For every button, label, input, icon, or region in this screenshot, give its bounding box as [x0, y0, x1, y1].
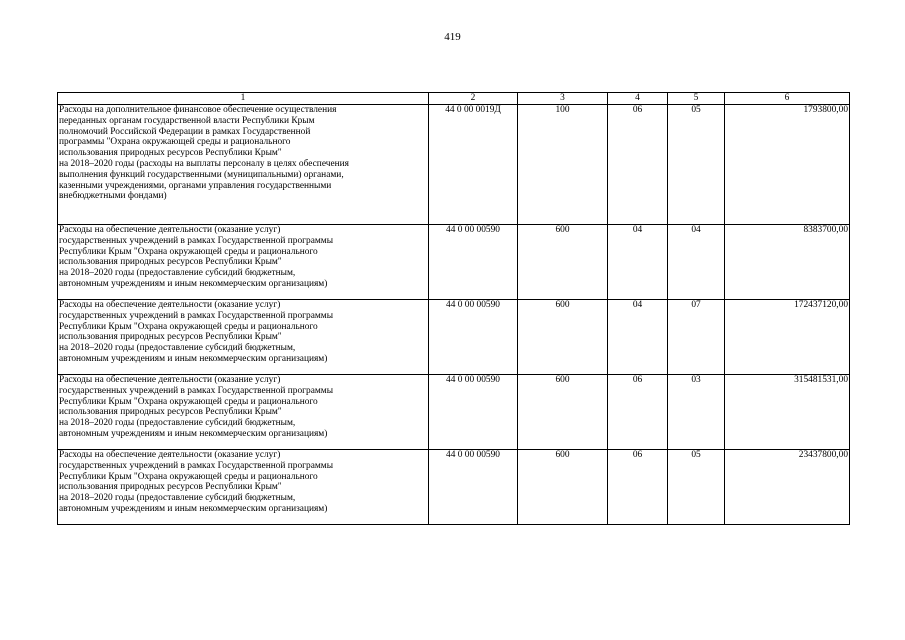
table-row — [58, 375, 850, 450]
description-cell: Расходы на дополнительное финансовое обеспечение осуществления переданных органам государственной власти Республики Крым полномочий Российской Федерации в рамках Государственной программы "Охрана окружающей среды и рационального использования природных ресурсов Республики Крым" на 2018–2020 годы (расходы на выплаты персоналу в целях обеспечения выполнения функций государственными (муниципальными) органами, казенными учреждениями, органами управления государственными внебюджетными фондами) — [58, 105, 429, 225]
subsection-cell: 05 — [668, 105, 725, 225]
table-row — [58, 450, 850, 525]
table-row — [58, 105, 850, 225]
section-cell: 04 — [608, 300, 668, 375]
amount-cell: 172437120,00 — [725, 300, 850, 375]
section-cell: 06 — [608, 375, 668, 450]
table-row — [58, 225, 850, 300]
expense-type-cell: 600 — [518, 375, 608, 450]
header-cell: 2 — [429, 93, 518, 105]
description-cell: Расходы на обеспечение деятельности (оказание услуг) государственных учреждений в рамках Государственной программы Республики Крым "Охрана окружающей среды и рационального использования природных ресурсов Республики Крым" на 2018–2020 годы (предоставление субсидий бюджетным, автономным учреждениям и иным некоммерческим организациям) — [58, 300, 429, 375]
code-cell: 44 0 00 00590 — [429, 450, 518, 525]
amount-cell: 1793800,00 — [725, 105, 850, 225]
header-cell: 1 — [58, 93, 429, 105]
header-cell: 4 — [608, 93, 668, 105]
description-cell: Расходы на обеспечение деятельности (оказание услуг) государственных учреждений в рамках Государственной программы Республики Крым "Охрана окружающей среды и рационального использования природных ресурсов Республики Крым" на 2018–2020 годы (предоставление субсидий бюджетным, автономным учреждениям и иным некоммерческим организациям) — [58, 225, 429, 300]
subsection-cell: 04 — [668, 225, 725, 300]
code-cell: 44 0 00 00590 — [429, 375, 518, 450]
section-cell: 06 — [608, 450, 668, 525]
table-row — [58, 300, 850, 375]
expense-type-cell: 600 — [518, 225, 608, 300]
budget-table — [57, 92, 850, 525]
page-number: 419 — [444, 31, 461, 43]
subsection-cell: 07 — [668, 300, 725, 375]
description-cell: Расходы на обеспечение деятельности (оказание услуг) государственных учреждений в рамках Государственной программы Республики Крым "Охрана окружающей среды и рационального использования природных ресурсов Республики Крым" на 2018–2020 годы (предоставление субсидий бюджетным, автономным учреждениям и иным некоммерческим организациям) — [58, 450, 429, 525]
amount-cell: 8383700,00 — [725, 225, 850, 300]
header-cell: 6 — [725, 93, 850, 105]
amount-cell: 315481531,00 — [725, 375, 850, 450]
amount-cell: 23437800,00 — [725, 450, 850, 525]
code-cell: 44 0 00 0019Д — [429, 105, 518, 225]
code-cell: 44 0 00 00590 — [429, 300, 518, 375]
subsection-cell: 03 — [668, 375, 725, 450]
section-cell: 06 — [608, 105, 668, 225]
table-header-row — [58, 93, 850, 105]
expense-type-cell: 100 — [518, 105, 608, 225]
description-cell: Расходы на обеспечение деятельности (оказание услуг) государственных учреждений в рамках Государственной программы Республики Крым "Охрана окружающей среды и рационального использования природных ресурсов Республики Крым" на 2018–2020 годы (предоставление субсидий бюджетным, автономным учреждениям и иным некоммерческим организациям) — [58, 375, 429, 450]
header-cell: 3 — [518, 93, 608, 105]
section-cell: 04 — [608, 225, 668, 300]
code-cell: 44 0 00 00590 — [429, 225, 518, 300]
header-cell: 5 — [668, 93, 725, 105]
subsection-cell: 05 — [668, 450, 725, 525]
expense-type-cell: 600 — [518, 300, 608, 375]
expense-type-cell: 600 — [518, 450, 608, 525]
